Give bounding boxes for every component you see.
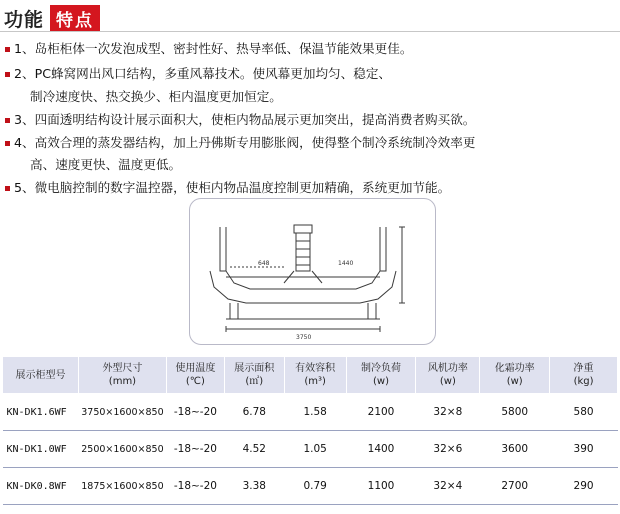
- header-net-weight: 净重 (kg): [550, 357, 618, 394]
- left-glass-wall: [220, 227, 226, 271]
- spec-table: [2, 356, 618, 505]
- cell-net-weight: 290: [550, 468, 618, 505]
- cell-volume: 1.05: [284, 431, 346, 468]
- cell-defrost-power: 2700: [480, 468, 550, 505]
- feature-4-line-1: 4、高效合理的蒸发器结构，加上丹佛斯专用膨胀阀，使得整个制冷系统制冷效率更: [14, 135, 476, 150]
- bullet-4: [5, 141, 10, 146]
- cell-defrost-power: 5800: [480, 394, 550, 431]
- tub-inner: [226, 271, 380, 289]
- header-defrost-power: 化霜功率 (w): [480, 357, 550, 394]
- header-cooling-load: 制冷负荷 (w): [346, 357, 416, 394]
- bullet-2: [5, 72, 10, 77]
- cell-volume: 0.79: [284, 468, 346, 505]
- cell-model: KN-DK1.0WF: [3, 431, 79, 468]
- cell-cooling-load: 1100: [346, 468, 416, 505]
- cell-fan-power: 32×6: [416, 431, 480, 468]
- cell-dimensions: 1875×1600×850: [78, 468, 166, 505]
- header-model: 展示柜型号: [3, 357, 79, 394]
- cabinet-drawing: [190, 199, 435, 344]
- cell-fan-power: 32×8: [416, 394, 480, 431]
- table-row: [3, 394, 618, 431]
- cell-display-area: 3.38: [224, 468, 284, 505]
- table-row: [3, 431, 618, 468]
- cell-net-weight: 580: [550, 394, 618, 431]
- label-bottom-dimension: 3750: [296, 334, 312, 341]
- feature-2-line-2: 制冷速度快、热交换少、柜内温度更加恒定。: [30, 89, 282, 104]
- bullet-3: [5, 118, 10, 123]
- title-highlight: 特点: [50, 5, 100, 32]
- cell-fan-power: 32×4: [416, 468, 480, 505]
- title-divider: [0, 31, 620, 32]
- width-dimension: [226, 326, 380, 332]
- cell-defrost-power: 3600: [480, 431, 550, 468]
- table-row: [3, 468, 618, 505]
- feature-5: 5、微电脑控制的数字温控器，使柜内物品温度控制更加精确，系统更加节能。: [14, 180, 451, 195]
- feature-1: 1、岛柜柜体一次发泡成型、密封性好、热导率低、保温节能效果更佳。: [14, 41, 413, 56]
- canopy-shelves: [296, 241, 310, 265]
- cell-dimensions: 2500×1600×850: [78, 431, 166, 468]
- height-dimension: [399, 227, 405, 303]
- feature-4-line-2: 高、速度更快、温度更低。: [30, 157, 182, 172]
- cell-dimensions: 3750×1600×850: [78, 394, 166, 431]
- cell-net-weight: 390: [550, 431, 618, 468]
- cell-volume: 1.58: [284, 394, 346, 431]
- header-dimensions: 外型尺寸 (mm): [78, 357, 166, 394]
- cell-cooling-load: 2100: [346, 394, 416, 431]
- bullet-5: [5, 186, 10, 191]
- cabinet-legs: [230, 303, 376, 319]
- section-title: [4, 6, 100, 30]
- label-left-dimension: 648: [258, 260, 270, 267]
- feature-3: 3、四面透明结构设计展示面积大，使柜内物品展示更加突出，提高消费者购买欲。: [14, 112, 476, 127]
- cell-model: KN-DK0.8WF: [3, 468, 79, 505]
- header-temperature: 使用温度 (℃): [166, 357, 224, 394]
- tub-outline: [210, 271, 396, 303]
- cell-temperature: -18~-20: [166, 468, 224, 505]
- cell-display-area: 4.52: [224, 431, 284, 468]
- cell-cooling-load: 1400: [346, 431, 416, 468]
- header-volume: 有效容积 (m³): [284, 357, 346, 394]
- header-fan-power: 风机功率 (w): [416, 357, 480, 394]
- cell-temperature: -18~-20: [166, 394, 224, 431]
- cabinet-cross-section-diagram: [189, 198, 436, 345]
- title-plain: 功能: [4, 8, 45, 31]
- right-glass-wall: [380, 227, 386, 271]
- label-center-dimension: 1440: [338, 260, 354, 267]
- bullet-1: [5, 47, 10, 52]
- cell-model: KN-DK1.6WF: [3, 394, 79, 431]
- cell-display-area: 6.78: [224, 394, 284, 431]
- header-display-area: 展示面积 (㎡): [224, 357, 284, 394]
- canopy-top: [294, 225, 312, 233]
- cell-temperature: -18~-20: [166, 431, 224, 468]
- feature-2-line-1: 2、PC蜂窝网出风口结构，多重风幕技术。使风幕更加均匀、稳定、: [14, 66, 392, 81]
- table-header-row: [3, 357, 618, 394]
